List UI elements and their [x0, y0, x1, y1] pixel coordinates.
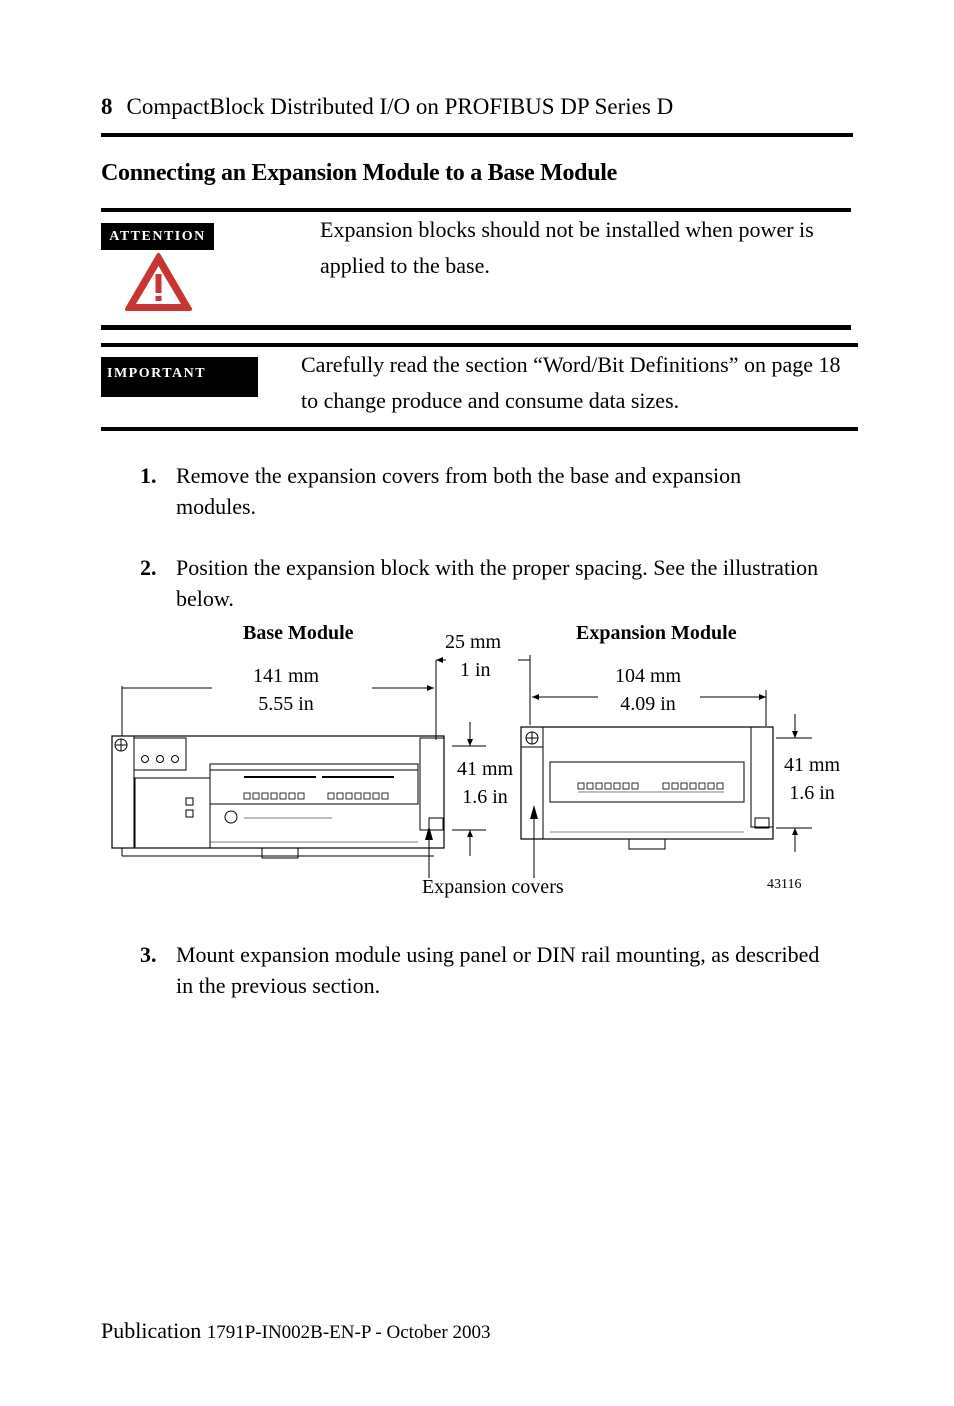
important-text: Carefully read the section “Word/Bit Definitions” on page 18 to change produce and consume data sizes.	[301, 352, 841, 413]
gap-in: 1 in	[460, 659, 491, 681]
important-badge-text: IMPORTANT	[107, 366, 207, 381]
base-width-in: 5.55 in	[258, 693, 314, 715]
gap-mm: 25 mm	[445, 631, 502, 653]
step-3-text: Mount expansion module using panel or DIN rail mounting, as described in the previous section.	[176, 942, 820, 998]
publication-footer	[101, 1318, 490, 1344]
base-height-mm: 41 mm	[456, 758, 514, 780]
step-3-number: 3.	[140, 942, 157, 967]
base-module-label: Base Module	[243, 622, 354, 644]
base-module-drawing	[112, 736, 444, 858]
expansion-width-dimension	[598, 662, 698, 718]
base-width-mm: 141 mm	[252, 665, 320, 687]
step-2-text: Position the expansion block with the proper spacing. See the illustration below.	[176, 555, 819, 611]
exp-height-in: 1.6 in	[789, 782, 835, 804]
base-width-dimension	[236, 662, 336, 718]
attention-text: Expansion blocks should not be installed when power is applied to the base.	[320, 217, 814, 278]
step-1-text: Remove the expansion covers from both the base and expansion modules.	[176, 463, 742, 519]
page-number: 8	[101, 94, 113, 119]
expansion-module-drawing	[521, 727, 773, 849]
base-height-in: 1.6 in	[462, 786, 508, 808]
attention-badge-text: ATTENTION	[109, 229, 206, 244]
figure-number: 43116	[767, 877, 802, 892]
step-2-number: 2.	[140, 555, 157, 580]
gap-dimension	[445, 628, 501, 684]
step-1-number: 1.	[140, 463, 157, 488]
step-3	[140, 939, 826, 1001]
expansion-covers-label: Expansion covers	[422, 876, 564, 898]
header-title: CompactBlock Distributed I/O on PROFIBUS DP Series D	[126, 94, 674, 119]
base-height-dimension	[445, 755, 525, 811]
expansion-module-label: Expansion Module	[576, 622, 737, 644]
expansion-height-dimension	[772, 751, 852, 807]
footer-label: Publication	[101, 1318, 202, 1343]
exp-height-mm: 41 mm	[783, 754, 841, 776]
exp-width-in: 4.09 in	[620, 693, 676, 715]
footer-publication-id: 1791P-IN002B-EN-P - October 2003	[206, 1322, 491, 1343]
exp-width-mm: 104 mm	[614, 665, 682, 687]
section-title: Connecting an Expansion Module to a Base Module	[101, 160, 617, 186]
